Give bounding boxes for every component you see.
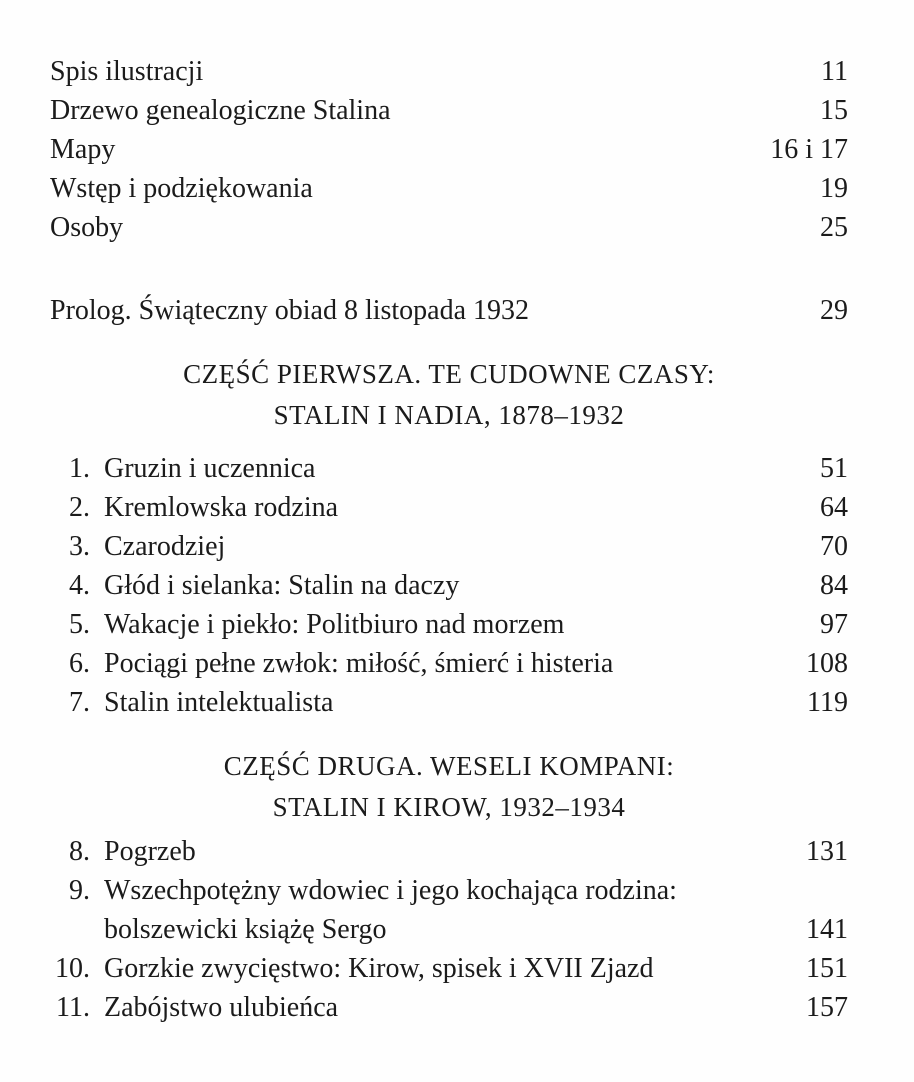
- entry-page-number: 84: [820, 570, 848, 601]
- chapter-number: 5.: [69, 609, 90, 640]
- entry-page-number: 97: [820, 609, 848, 640]
- toc-entry: [50, 208, 848, 247]
- chapter-title: Gruzin i uczennica: [104, 453, 316, 484]
- chapter-title: Kremlowska rodzina: [104, 492, 339, 523]
- entry-page-number: 157: [806, 992, 848, 1023]
- chapter-number: 6.: [69, 648, 90, 679]
- entry-title: Mapy: [50, 134, 116, 165]
- toc-entry-chapter: [50, 683, 848, 722]
- chapter-title: Stalin intelektualista: [104, 687, 334, 718]
- entry-page-number: 119: [807, 687, 848, 718]
- toc-entry-chapter: [50, 832, 848, 871]
- part-heading-line: CZĘŚĆ PIERWSZA. TE CUDOWNE CZASY:: [183, 359, 715, 389]
- toc-entry-chapter: [50, 949, 848, 988]
- chapter-number: 4.: [69, 570, 90, 601]
- entry-title: Wstęp i podziękowania: [50, 173, 313, 204]
- entry-title: Spis ilustracji: [50, 56, 204, 87]
- entry-page-number: 15: [820, 95, 848, 126]
- part-heading-line: STALIN I KIROW, 1932–1934: [272, 792, 626, 822]
- chapter-number: 2.: [69, 492, 90, 523]
- toc-entry-chapter: [50, 449, 848, 488]
- chapter-title: Głód i sielanka: Stalin na daczy: [104, 570, 460, 601]
- chapter-number: 11.: [56, 992, 90, 1023]
- entry-page-number: 16 i 17: [770, 134, 848, 165]
- entry-page-number: 51: [820, 453, 848, 484]
- toc-entry-chapter: [50, 566, 848, 605]
- toc-entry: [50, 91, 848, 130]
- entry-page-number: 151: [806, 953, 848, 984]
- chapter-title: Gorzkie zwycięstwo: Kirow, spisek i XVII Zjazd: [104, 953, 654, 984]
- part-heading-line: STALIN I NADIA, 1878–1932: [273, 400, 625, 430]
- toc-entry: [50, 52, 848, 91]
- part-two-heading: [50, 746, 848, 828]
- entry-page-number: 131: [806, 836, 848, 867]
- chapter-title-line-2: bolszewicki książę Sergo: [104, 914, 387, 945]
- entry-page-number: 19: [820, 173, 848, 204]
- chapter-title-line-1: Wszechpotężny wdowiec i jego kochająca rodzina:: [104, 875, 677, 906]
- entry-page-number: 29: [820, 295, 848, 326]
- part-one-chapter-list: [50, 449, 848, 722]
- chapter-title: Wakacje i piekło: Politbiuro nad morzem: [104, 609, 565, 640]
- toc-entry-chapter: [50, 871, 848, 949]
- entry-page-number: 11: [821, 56, 848, 87]
- toc-entry-chapter: [50, 488, 848, 527]
- entry-page-number: 108: [806, 648, 848, 679]
- chapter-title: [104, 871, 794, 949]
- entry-page-number: 25: [820, 212, 848, 243]
- toc-entry-chapter: [50, 988, 848, 1027]
- chapter-number: 8.: [69, 836, 90, 867]
- chapter-number: 10.: [55, 953, 90, 984]
- entry-title: Prolog. Świąteczny obiad 8 listopada 1932: [50, 295, 530, 326]
- chapter-number: 9.: [69, 875, 90, 906]
- entry-page-number: 141: [806, 914, 848, 945]
- chapter-title: Czarodziej: [104, 531, 226, 562]
- chapter-title: Pociągi pełne zwłok: miłość, śmierć i histeria: [104, 648, 614, 679]
- toc-entry-chapter: [50, 527, 848, 566]
- entry-page-number: 70: [820, 531, 848, 562]
- part-one-heading: [50, 354, 848, 436]
- chapter-number: 7.: [69, 687, 90, 718]
- toc-entry-prolog: [50, 291, 848, 330]
- toc-entry-chapter: [50, 605, 848, 644]
- toc-entry: [50, 130, 848, 169]
- chapter-number: 1.: [69, 453, 90, 484]
- part-heading-line: CZĘŚĆ DRUGA. WESELI KOMPANI:: [223, 751, 675, 781]
- entry-page-number: 64: [820, 492, 848, 523]
- front-matter-list: [50, 52, 848, 247]
- chapter-title: Zabójstwo ulubieńca: [104, 992, 339, 1023]
- part-two-chapter-list: [50, 832, 848, 1027]
- toc-entry-chapter: [50, 644, 848, 683]
- entry-title: Drzewo genealogiczne Stalina: [50, 95, 391, 126]
- entry-title: Osoby: [50, 212, 124, 243]
- toc-entry: [50, 169, 848, 208]
- table-of-contents: [50, 0, 848, 1027]
- chapter-number: 3.: [69, 531, 90, 562]
- chapter-title: Pogrzeb: [104, 836, 196, 867]
